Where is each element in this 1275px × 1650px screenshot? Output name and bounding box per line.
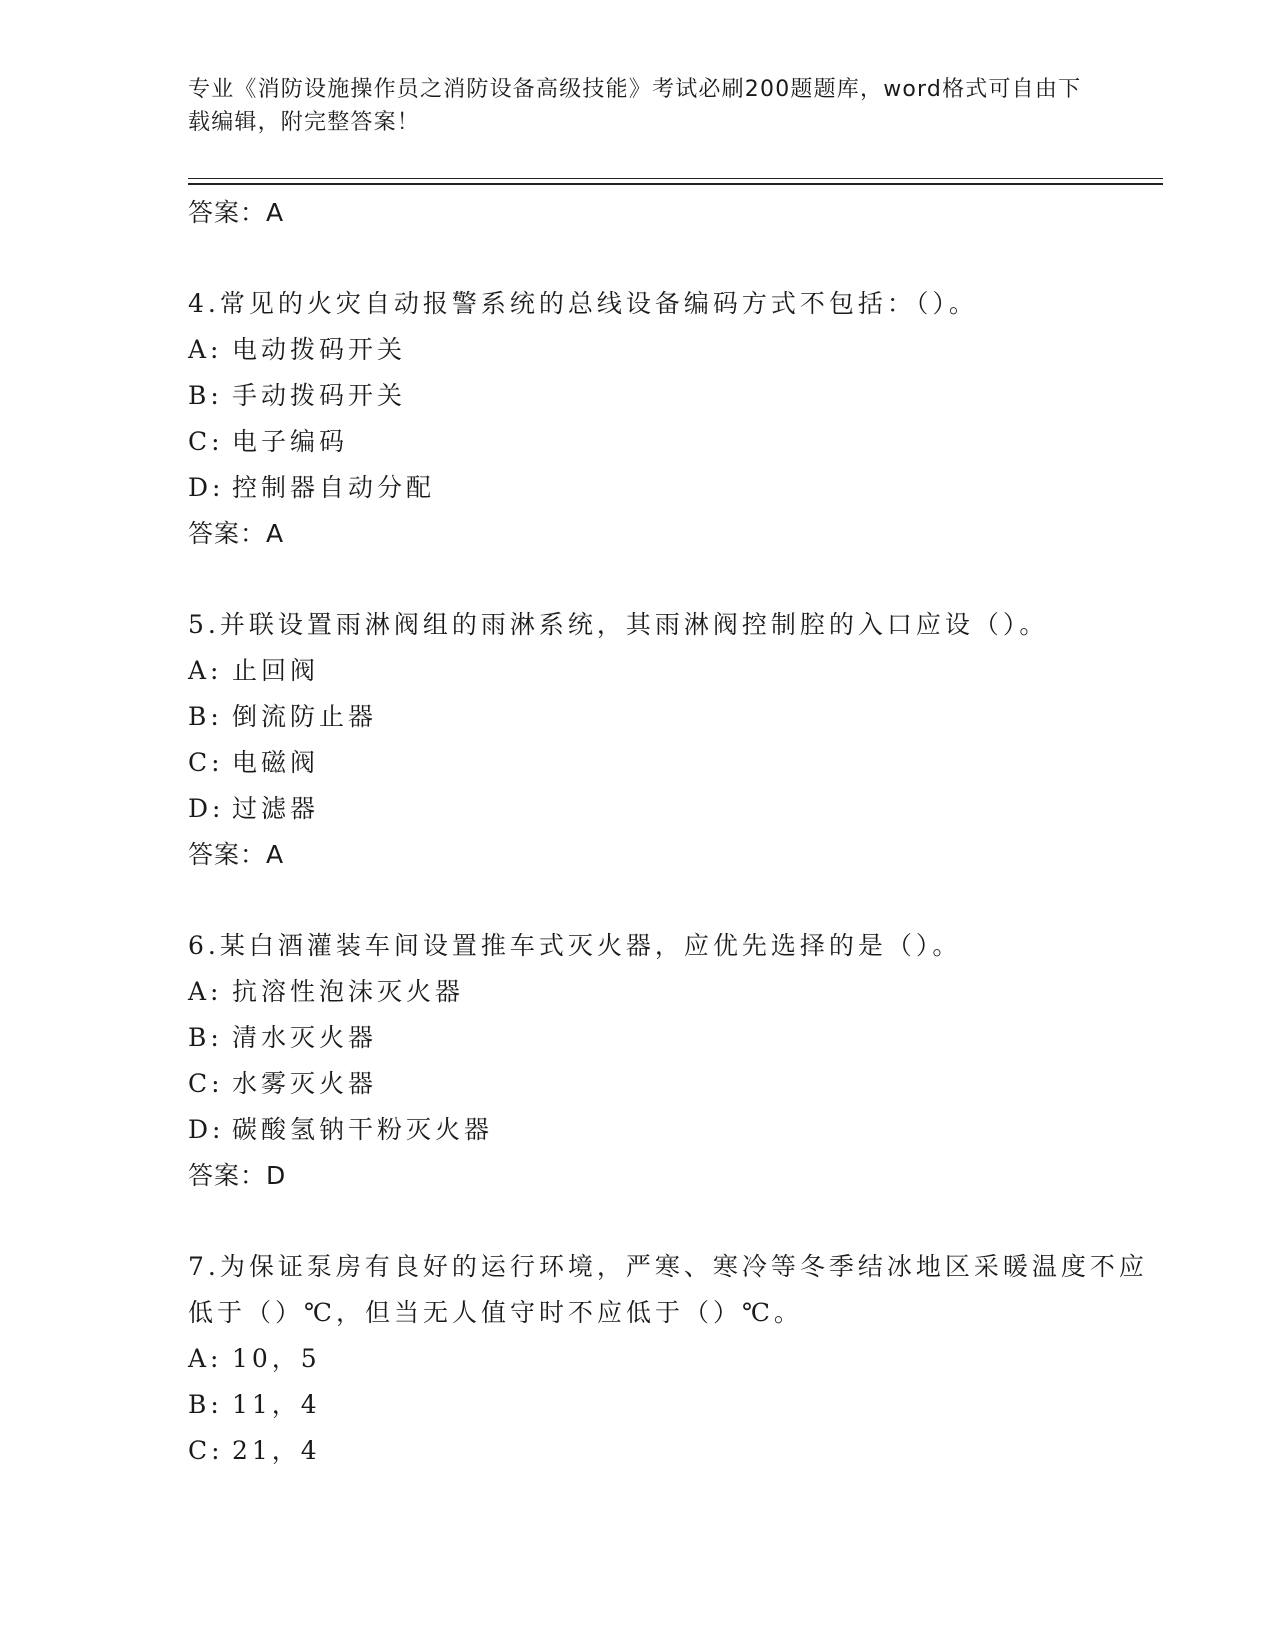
option-letter: B:: [188, 1023, 223, 1052]
option-letter: C:: [188, 427, 224, 456]
option-b: [188, 1015, 1168, 1061]
question-6: [188, 923, 1168, 1199]
option-text: 手动拨码开关: [232, 381, 407, 410]
option-c: [188, 740, 1168, 786]
answer-value: A: [266, 519, 285, 548]
option-text: 碳酸氢钠干粉灭火器: [232, 1115, 494, 1144]
answer-value: A: [266, 840, 285, 869]
option-text: 清水灭火器: [232, 1023, 378, 1052]
option-d: [188, 1107, 1168, 1153]
option-b: [188, 1382, 1168, 1428]
option-letter: A:: [188, 335, 223, 364]
option-a: [188, 1336, 1168, 1382]
option-d: [188, 786, 1168, 832]
option-b: [188, 694, 1168, 740]
option-a: [188, 969, 1168, 1015]
question-stem: 6.某白酒灌装车间设置推车式灭火器，应优先选择的是（）。: [188, 931, 962, 960]
header-divider-thick: [188, 183, 1163, 185]
answer-line: [188, 1153, 1168, 1199]
option-text: 电磁阀: [232, 748, 320, 777]
option-text: 止回阀: [232, 656, 320, 685]
answer-value: A: [266, 198, 285, 227]
answer-prefix: 答案：: [188, 840, 267, 869]
option-letter: C:: [188, 748, 224, 777]
question-stem: 5.并联设置雨淋阀组的雨淋系统，其雨淋阀控制腔的入口应设（）。: [188, 610, 1049, 639]
option-text: 倒流防止器: [232, 702, 378, 731]
question-5: [188, 602, 1168, 878]
option-text: 电动拨码开关: [232, 335, 407, 364]
option-letter: B:: [188, 381, 223, 410]
answer-prefix: 答案：: [188, 1161, 267, 1190]
option-letter: B:: [188, 1390, 223, 1419]
option-letter: C:: [188, 1436, 224, 1465]
option-letter: D:: [188, 473, 225, 502]
answer-prefix: 答案：: [188, 519, 267, 548]
option-letter: C:: [188, 1069, 224, 1098]
question-stem: 7.为保证泵房有良好的运行环境，严寒、寒冷等冬季结冰地区采暖温度不应低于（）℃，但当无人值守时不应低于（）℃。: [188, 1252, 1148, 1327]
answer-line: [188, 190, 1168, 236]
option-text: 10，5: [232, 1344, 321, 1373]
header-divider-thin: [188, 178, 1163, 179]
option-c: [188, 419, 1168, 465]
option-text: 过滤器: [232, 794, 320, 823]
option-letter: B:: [188, 702, 223, 731]
option-c: [188, 1061, 1168, 1107]
question-stem: 4.常见的火灾自动报警系统的总线设备编码方式不包括：（）。: [188, 289, 978, 318]
option-letter: A:: [188, 977, 223, 1006]
option-text: 11，4: [232, 1390, 321, 1419]
document-header: 专业《消防设施操作员之消防设备高级技能》考试必刷200题题库，word格式可自由下载编辑，附完整答案！: [188, 77, 1082, 135]
question-7: [188, 1244, 1168, 1474]
answer-line: [188, 511, 1168, 557]
question-list: [188, 190, 1168, 1474]
option-text: 21，4: [232, 1436, 321, 1465]
option-letter: D:: [188, 794, 225, 823]
answer-prefix: 答案：: [188, 198, 267, 227]
answer-value: D: [266, 1161, 287, 1190]
option-letter: A:: [188, 1344, 223, 1373]
option-text: 水雾灭火器: [232, 1069, 378, 1098]
answer-line: [188, 832, 1168, 878]
option-letter: D:: [188, 1115, 225, 1144]
option-letter: A:: [188, 656, 223, 685]
option-text: 控制器自动分配: [232, 473, 436, 502]
option-a: [188, 327, 1168, 373]
option-b: [188, 373, 1168, 419]
question-4: [188, 281, 1168, 557]
option-d: [188, 465, 1168, 511]
option-c: [188, 1428, 1168, 1474]
option-text: 电子编码: [232, 427, 349, 456]
option-text: 抗溶性泡沫灭火器: [232, 977, 465, 1006]
option-a: [188, 648, 1168, 694]
